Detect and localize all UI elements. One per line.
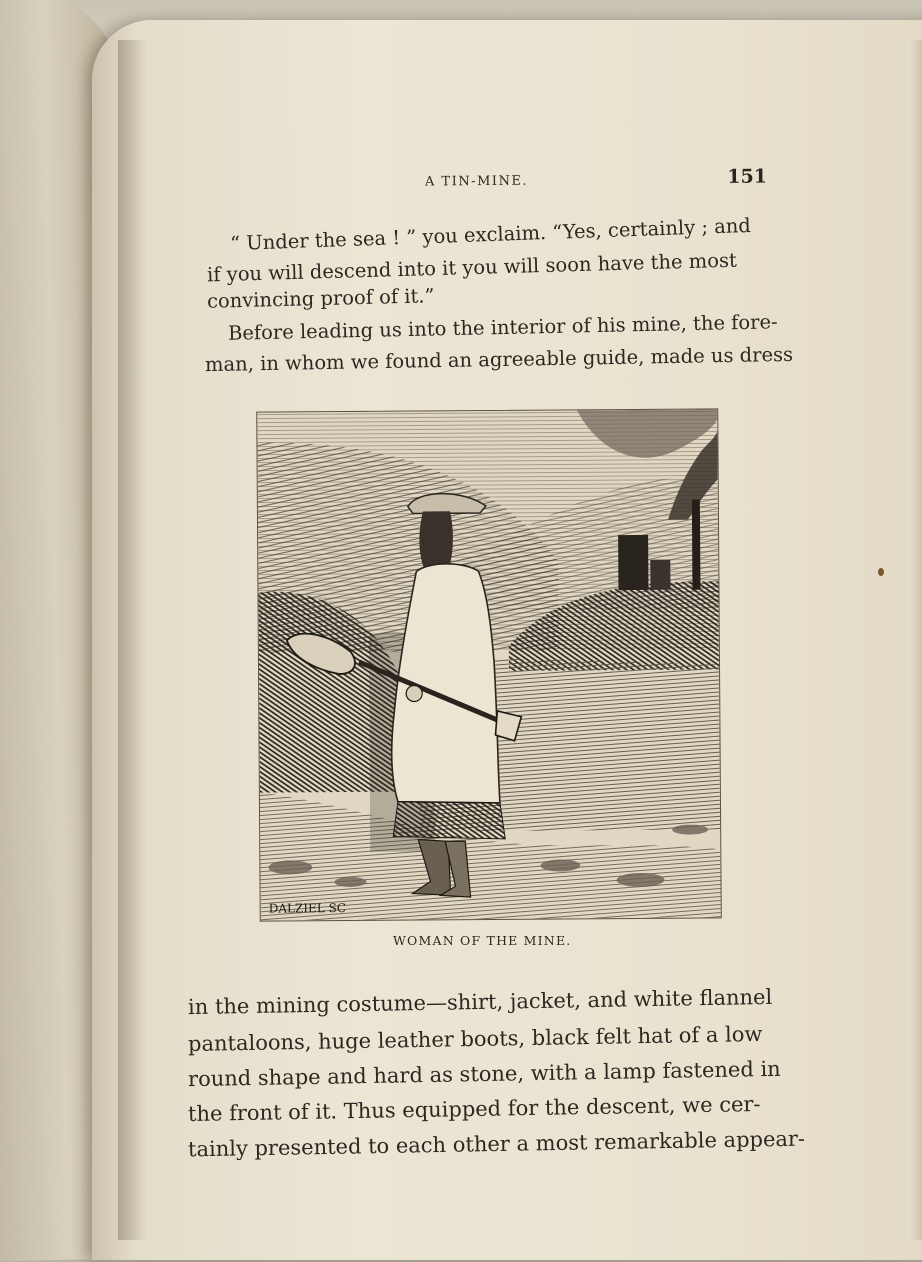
text-line: round shape and hard as stone, with a lamp fastened in xyxy=(187,1056,781,1092)
engraver-signature: DALZIEL SC xyxy=(268,901,347,916)
text-line: “ Under the sea ! ” you exclaim. “Yes, certainly ; and xyxy=(229,213,752,256)
text-line: Before leading us into the interior of his mine, the fore- xyxy=(227,310,778,345)
text-line: pantaloons, huge leather boots, black felt hat of a low xyxy=(187,1021,763,1057)
engraving xyxy=(257,409,721,920)
paper-blemish xyxy=(878,568,884,576)
text-line: convincing proof of it.” xyxy=(206,284,435,313)
text-line: in the mining costume—shirt, jacket, and white flannel xyxy=(187,984,773,1020)
figure-caption: WOMAN OF THE MINE. xyxy=(393,933,572,948)
text-line: if you will descend into it you will soon have the most xyxy=(206,248,738,287)
text-line: man, in whom we found an agreeable guide, made us dress xyxy=(204,342,794,377)
spine-shadow xyxy=(118,40,148,1240)
page-header xyxy=(200,165,775,198)
text-line: tainly presented to each other a most remarkable appear- xyxy=(187,1126,806,1162)
illustration-woman-of-the-mine xyxy=(256,408,722,921)
text-line: the front of it. Thus equipped for the descent, we cer- xyxy=(187,1092,761,1126)
running-head: A TIN-MINE. xyxy=(424,173,529,190)
page-edge xyxy=(908,40,922,1240)
page-number: 151 xyxy=(727,165,768,188)
